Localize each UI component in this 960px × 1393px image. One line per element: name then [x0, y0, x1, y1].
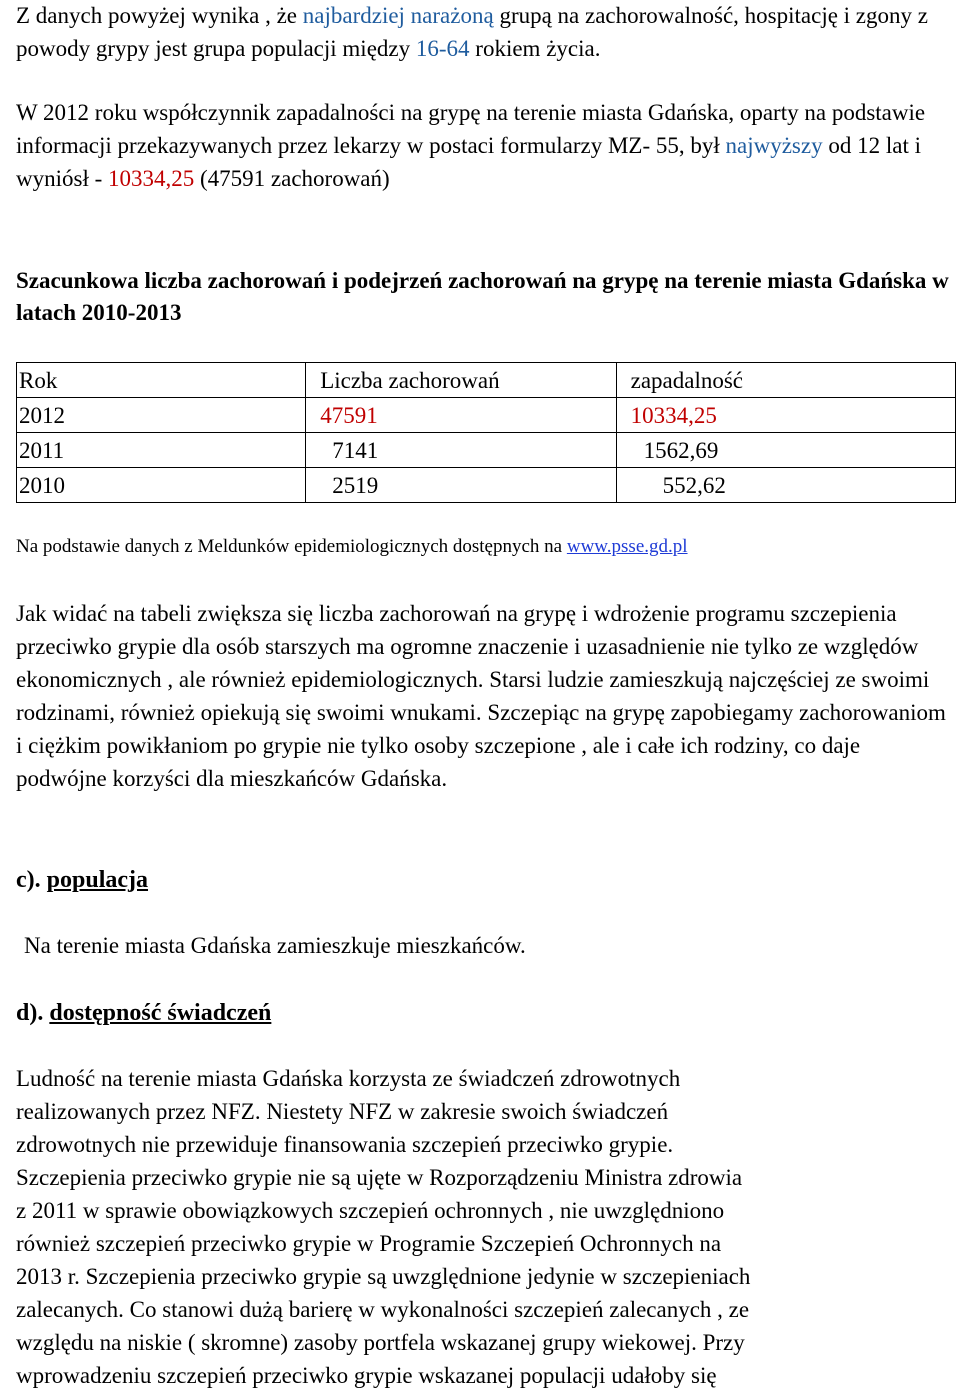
paragraph-text: W 2012 roku współczynnik zapadalności na grypę na terenie miasta Gdańska, oparty na podstawie informacji przekazywanych przez lekarzy w postaci formularzy MZ- 55, był: [16, 100, 926, 158]
services-paragraph: [16, 1062, 956, 1392]
paragraph-text: od 12 lat i wyniósł -: [16, 133, 921, 191]
incidence-paragraph: [16, 96, 956, 195]
intro-text: grupą na zachorowalność, hospitację i zgony z powody grypy jest grupa populacji między: [16, 3, 928, 61]
section-c-prefix: c).: [16, 867, 47, 893]
paragraph-line: Ludność na terenie miasta Gdańska korzysta ze świadczeń zdrowotnych: [16, 1066, 681, 1091]
highlight-highest: najwyższy: [725, 133, 823, 158]
highlight-most-exposed: najbardziej narażoną: [302, 3, 494, 28]
header-incidence: zapadalność: [616, 363, 955, 398]
cell-year: 2012: [17, 398, 306, 433]
analysis-paragraph: Jak widać na tabeli zwiększa się liczba zachorowań na grypę i wdrożenie programu szczepienia przeciwko grypie dla osób starszych ma ogromne znaczenie i uzasadnienie nie tylko ze względów ekonomicznych , ale również epidemiologicznych. Starsi ludzie zamieszkują najczęściej ze swoimi rodzinami, również opiekują się swoimi wnukami. Szczepiąc na grypę zapobiegamy zachorowaniom i ciężkim powikłaniom po grypie nie tylko osoby szczepione , ale i całe ich rodziny, co daje podwójne korzyści dla mieszkańców Gdańska.: [16, 601, 946, 791]
intro-paragraph: [16, 0, 956, 65]
section-c-title: populacja: [46, 867, 149, 893]
paragraph-line: wprowadzeniu szczepień przeciwko grypie wskazanej populacji udałoby się: [16, 1363, 717, 1388]
influenza-data-table: [16, 362, 956, 503]
cell-year: 2011: [17, 433, 306, 468]
paragraph-line: zdrowotnych nie przewiduje finansowania szczepień przeciwko grypie.: [16, 1132, 674, 1157]
section-d-prefix: d).: [16, 1000, 50, 1026]
table-row: [17, 398, 956, 433]
table-header-row: [17, 363, 956, 398]
cell-incidence: 552,62: [616, 468, 955, 503]
paragraph-line: zalecanych. Co stanowi dużą barierę w wykonalności szczepień zalecanych , ze: [16, 1297, 750, 1322]
paragraph-line: z 2011 w sprawie obowiązkowych szczepień ochronnych , nie uwzględniono: [16, 1198, 725, 1223]
table-title: Szacunkowa liczba zachorowań i podejrzeń zachorowań na grypę na terenie miasta Gdańska w latach 2010-2013: [16, 268, 949, 325]
table-row: [17, 433, 956, 468]
cell-incidence: 10334,25: [616, 398, 955, 433]
highlight-incidence-value: 10334,25: [108, 166, 195, 191]
cell-cases: 2519: [306, 468, 616, 503]
paragraph-line: również szczepień przeciwko grypie w Programie Szczepień Ochronnych na: [16, 1231, 722, 1256]
table-row: [17, 468, 956, 503]
population-paragraph: Na terenie miasta Gdańska zamieszkuje mieszkańców.: [24, 933, 526, 958]
paragraph-line: Szczepienia przeciwko grypie nie są ujęte w Rozporządzeniu Ministra zdrowia: [16, 1165, 743, 1190]
cell-year: 2010: [17, 468, 306, 503]
source-note: [16, 534, 688, 560]
paragraph-text: (47591 zachorowań): [194, 166, 390, 191]
header-year: Rok: [17, 363, 306, 398]
highlight-age-range: 16-64: [415, 36, 470, 61]
source-text: Na podstawie danych z Meldunków epidemiologicznych dostępnych na: [16, 536, 567, 557]
paragraph-line: 2013 r. Szczepienia przeciwko grypie są uwzględnione jedynie w szczepieniach: [16, 1264, 751, 1289]
paragraph-line: realizowanych przez NFZ. Niestety NFZ w zakresie swoich świadczeń: [16, 1099, 669, 1124]
cell-cases: 7141: [306, 433, 616, 468]
cell-cases: 47591: [306, 398, 616, 433]
section-d-heading: [16, 997, 271, 1029]
intro-text: Z danych powyżej wynika , że: [16, 3, 303, 28]
header-cases: Liczba zachorowań: [306, 363, 616, 398]
intro-text: rokiem życia.: [469, 36, 601, 61]
paragraph-line: względu na niskie ( skromne) zasoby portfela wskazanej grupy wiekowej. Przy: [16, 1330, 745, 1355]
section-c-heading: [16, 864, 148, 896]
source-link[interactable]: www.psse.gd.pl: [566, 536, 688, 557]
cell-incidence: 1562,69: [616, 433, 955, 468]
section-d-title: dostępność świadczeń: [49, 1000, 272, 1026]
